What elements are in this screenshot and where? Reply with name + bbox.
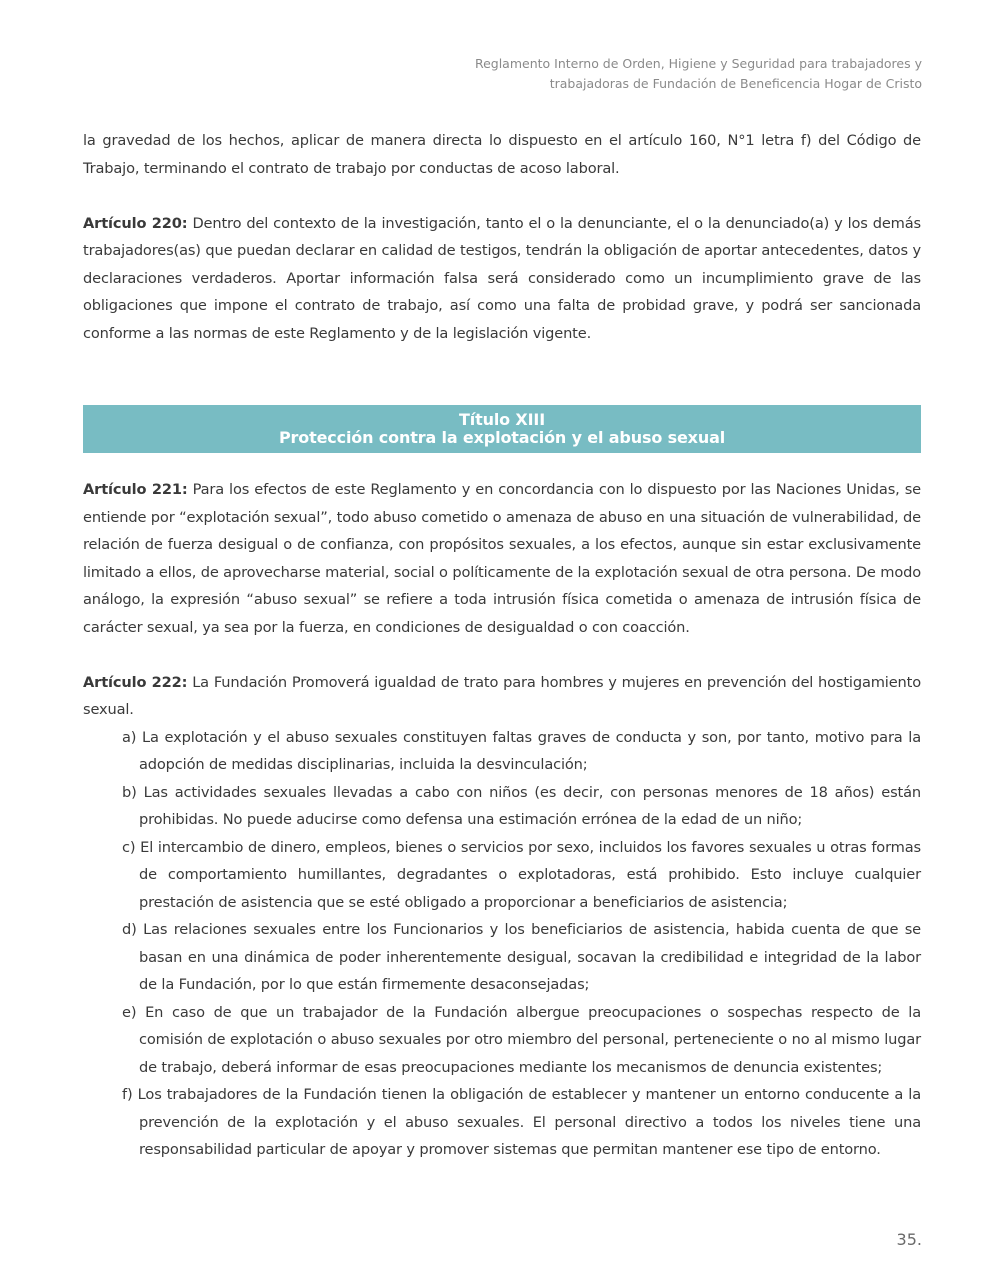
section-title-name: Protección contra la explotación y el abuso sexual — [278, 428, 726, 447]
running-header — [362, 54, 922, 94]
article-221-text: Para los efectos de este Reglamento y en concordancia con lo dispuesto por las Naciones Unidas, se entiende por “explotación sexual”, todo abuso cometido o amenaza de abuso en una situación de vulnerabilidad, de relación de fuerza desigual o de confianza, con propósitos sexuales, a los efectos, aunque sin estar exclusivamente limitado a ellos, de aprovecharse material, social o políticamente de la explotación sexual de otra persona. De modo análogo, la expresión “abuso sexual” se refiere a toda intrusión física cometida o amenaza de intrusión física de carácter sexual, ya sea por la fuerza, en condiciones de desigualdad o con coacción. — [83, 481, 921, 636]
article-220-label: Artículo 220: — [83, 214, 188, 232]
list-item: b) Las actividades sexuales llevadas a cabo con niños (es decir, con personas menores de 18 años) están prohibidas. No puede aducirse como defensa una estimación errónea de la edad de un niño; — [122, 783, 921, 828]
list-item: e) En caso de que un trabajador de la Fundación albergue preocupaciones o sospechas respecto de la comisión de explotación o abuso sexuales por otro miembro del personal, perteneciente o no al mismo lugar de trabajo, deberá informar de esas preocupaciones mediante los mecanismos de denuncia existentes; — [122, 1003, 921, 1076]
list-item: a) La explotación y el abuso sexuales constituyen faltas graves de conducta y son, por tanto, motivo para la adopción de medidas disciplinarias, incluida la desvinculación; — [122, 728, 921, 773]
continuation-paragraph: la gravedad de los hechos, aplicar de manera directa lo dispuesto en el artículo 160, N°1 letra f) del Código de Trabajo, terminando el contrato de trabajo por conductas de acoso laboral. — [83, 132, 921, 177]
article-222 — [83, 669, 921, 724]
main-content — [83, 127, 921, 1164]
article-220 — [83, 210, 921, 348]
list-item: c) El intercambio de dinero, empleos, bienes o servicios por sexo, incluidos los favores sexuales u otras formas de comportamiento humillantes, degradantes o explotadoras, está prohibido. Esto incluye cualquier prestación de asistencia que se esté obligado a proporcionar a beneficiarios de asistencia; — [122, 838, 921, 911]
list-item: d) Las relaciones sexuales entre los Funcionarios y los beneficiarios de asistencia, habida cuenta de que se basan en una dinámica de poder inherentemente desigual, socavan la credibilidad e integridad de la labor de la Fundación, por lo que están firmemente desaconsejadas; — [122, 921, 921, 993]
header-line-2: trabajadoras de Fundación de Beneficencia Hogar de Cristo — [549, 76, 922, 91]
article-222-list — [83, 724, 921, 1164]
article-221-label: Artículo 221: — [83, 481, 188, 498]
article-220-text: Dentro del contexto de la investigación, tanto el o la denunciante, el o la denunciado(a) y los demás trabajadores(as) que puedan declarar en calidad de testigos, tendrán la obligación de aportar antecedentes, datos y declaraciones verdaderos. Aportar información falsa será considerado como un incumplimiento grave de las obligaciones que impone el contrato de trabajo, así como una falta de probidad grave, y podrá ser sancionada conforme a las normas de este Reglamento y de la legislación vigente. — [83, 214, 921, 342]
header-line-1: Reglamento Interno de Orden, Higiene y Seguridad para trabajadores y — [474, 56, 922, 71]
list-item: f) Los trabajadores de la Fundación tienen la obligación de establecer y mantener un entorno conducente a la prevención de la explotación y el abuso sexuales. El personal directivo a todos los niveles tiene una responsabilidad particular de apoyar y promover sistemas que permitan mantener ese tipo de entorno. — [122, 1086, 921, 1158]
article-221 — [83, 476, 921, 641]
section-title-banner — [83, 405, 921, 453]
section-title-number: Título XIII — [458, 410, 546, 429]
article-222-label: Artículo 222: — [83, 673, 188, 691]
page-number: 35. — [896, 1230, 922, 1249]
article-222-text: La Fundación Promoverá igualdad de trato para hombres y mujeres en prevención del hostigamiento sexual. — [83, 673, 921, 718]
